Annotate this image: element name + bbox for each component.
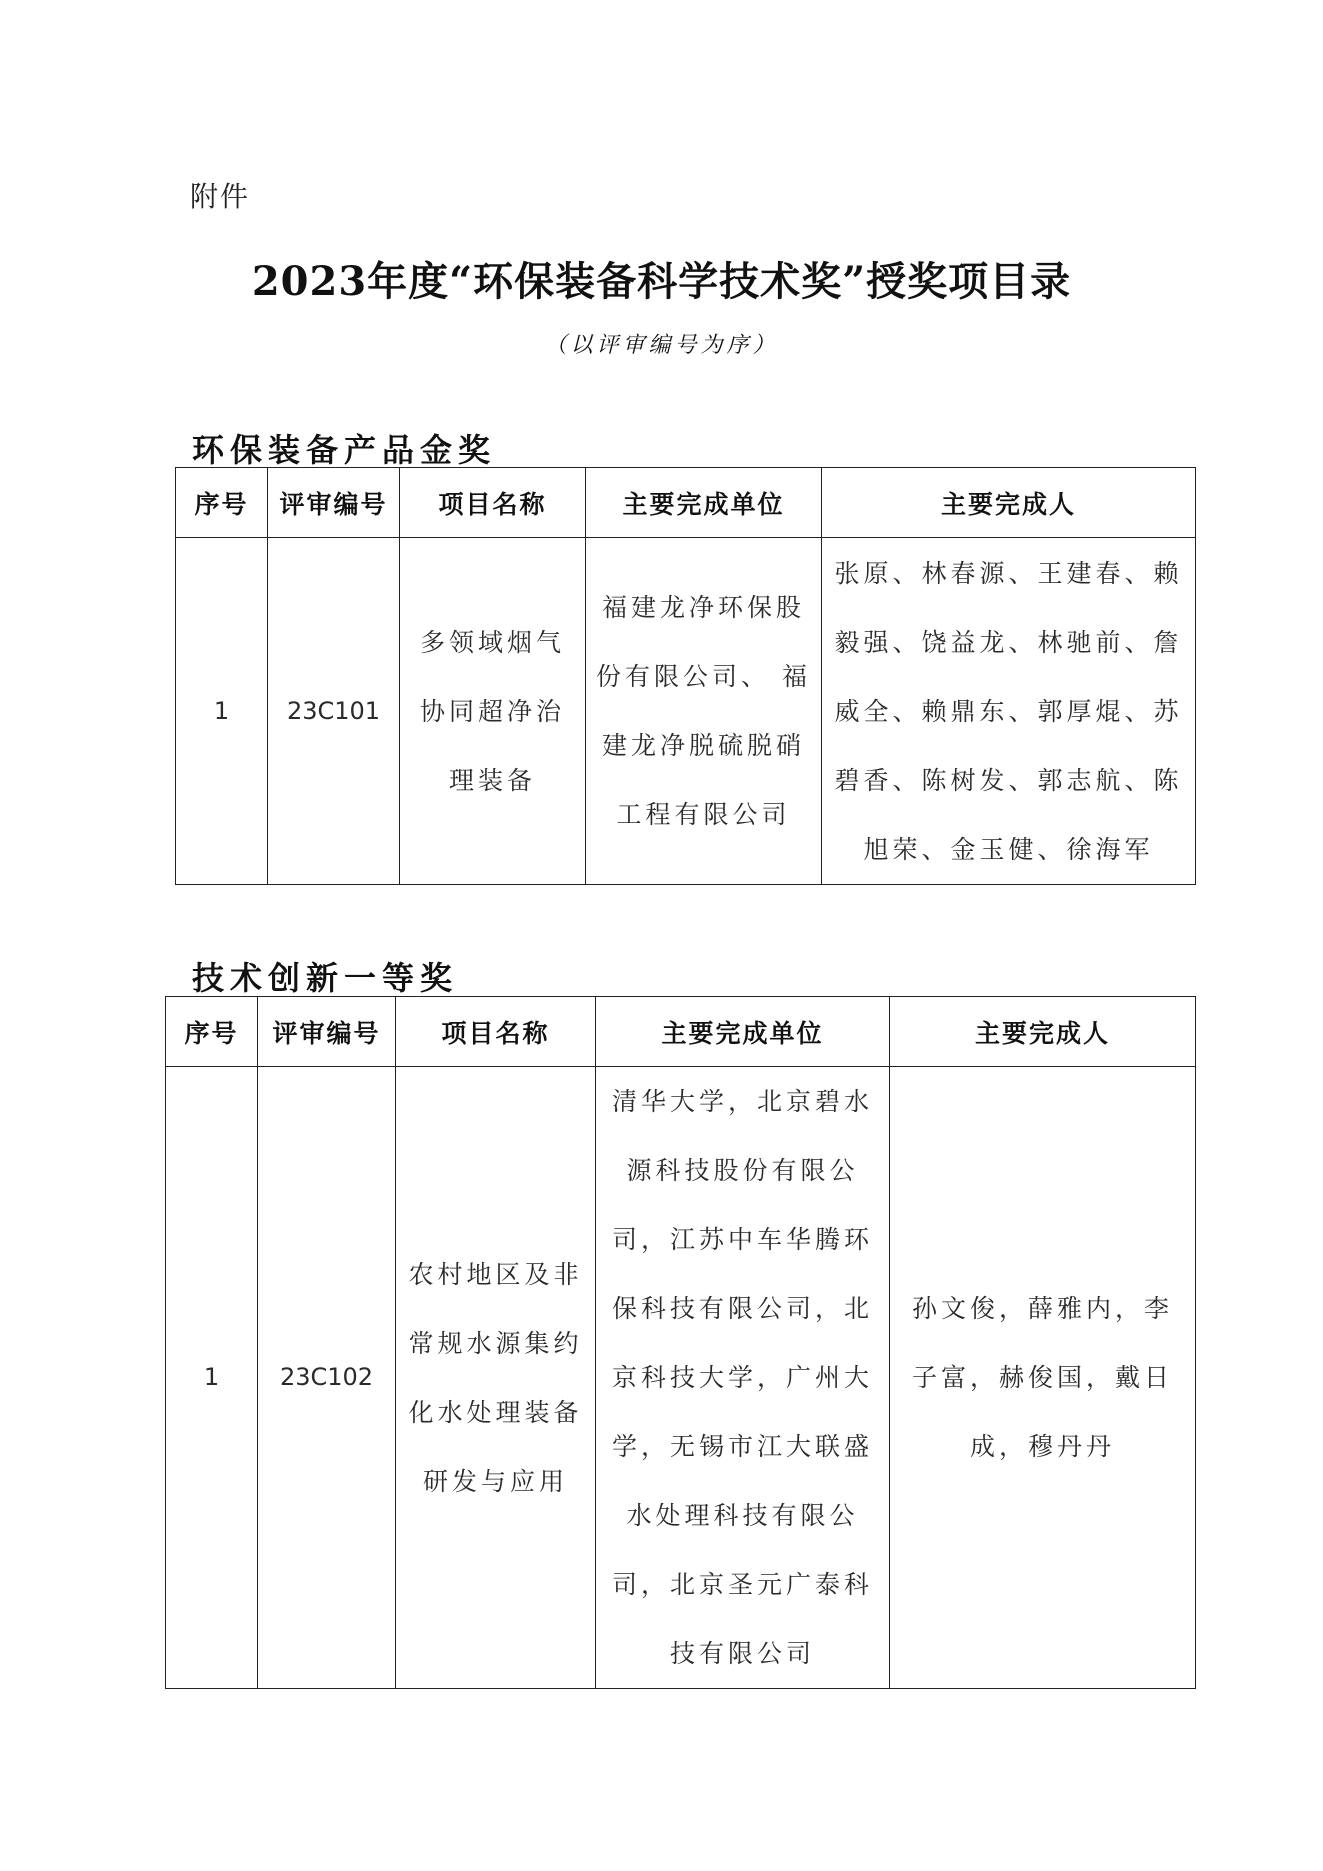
attachment-label: 附件 bbox=[190, 180, 251, 213]
row-units: 福建龙净环保股份有限公司、 福建龙净脱硫脱硝工程有限公司 bbox=[586, 538, 822, 885]
row-people: 孙文俊，薛雅内，李子富，赫俊国，戴日成，穆丹丹 bbox=[890, 1067, 1196, 1689]
table-row bbox=[166, 1067, 1196, 1689]
column-header-units: 主要完成单位 bbox=[586, 468, 822, 538]
award-table-gold bbox=[175, 467, 1196, 885]
column-header-units: 主要完成单位 bbox=[596, 997, 890, 1067]
column-header-people: 主要完成人 bbox=[822, 468, 1196, 538]
column-header-project: 项目名称 bbox=[396, 997, 596, 1067]
row-code: 23C102 bbox=[258, 1067, 396, 1689]
award-table-innovation bbox=[165, 996, 1196, 1689]
table-header-row bbox=[166, 997, 1196, 1067]
table-row bbox=[176, 538, 1196, 885]
row-people: 张原、林春源、王建春、赖毅强、饶益龙、林驰前、詹威全、赖鼎东、郭厚焜、苏碧香、陈树发、郭志航、陈旭荣、金玉健、徐海军 bbox=[822, 538, 1196, 885]
row-project-name: 农村地区及非常规水源集约化水处理装备研发与应用 bbox=[396, 1067, 596, 1689]
column-header-code: 评审编号 bbox=[268, 468, 400, 538]
column-header-code: 评审编号 bbox=[258, 997, 396, 1067]
document-subtitle: （以评审编号为序） bbox=[544, 333, 779, 358]
column-header-index: 序号 bbox=[166, 997, 258, 1067]
column-header-people: 主要完成人 bbox=[890, 997, 1196, 1067]
table-header-row bbox=[176, 468, 1196, 538]
row-index: 1 bbox=[176, 538, 268, 885]
column-header-project: 项目名称 bbox=[400, 468, 586, 538]
section-heading-gold-award: 环保装备产品金奖 bbox=[192, 431, 497, 469]
row-project-name: 多领域烟气协同超净治理装备 bbox=[400, 538, 586, 885]
document-title: 2023年度“环保装备科学技术奖”授奖项目录 bbox=[251, 258, 1072, 305]
row-units: 清华大学，北京碧水源科技股份有限公司，江苏中车华腾环保科技有限公司，北京科技大学，广州大学，无锡市江大联盛水处理科技有限公司，北京圣元广泰科技有限公司 bbox=[596, 1067, 890, 1689]
column-header-index: 序号 bbox=[176, 468, 268, 538]
row-index: 1 bbox=[166, 1067, 258, 1689]
row-code: 23C101 bbox=[268, 538, 400, 885]
section-heading-innovation-first: 技术创新一等奖 bbox=[192, 959, 459, 997]
